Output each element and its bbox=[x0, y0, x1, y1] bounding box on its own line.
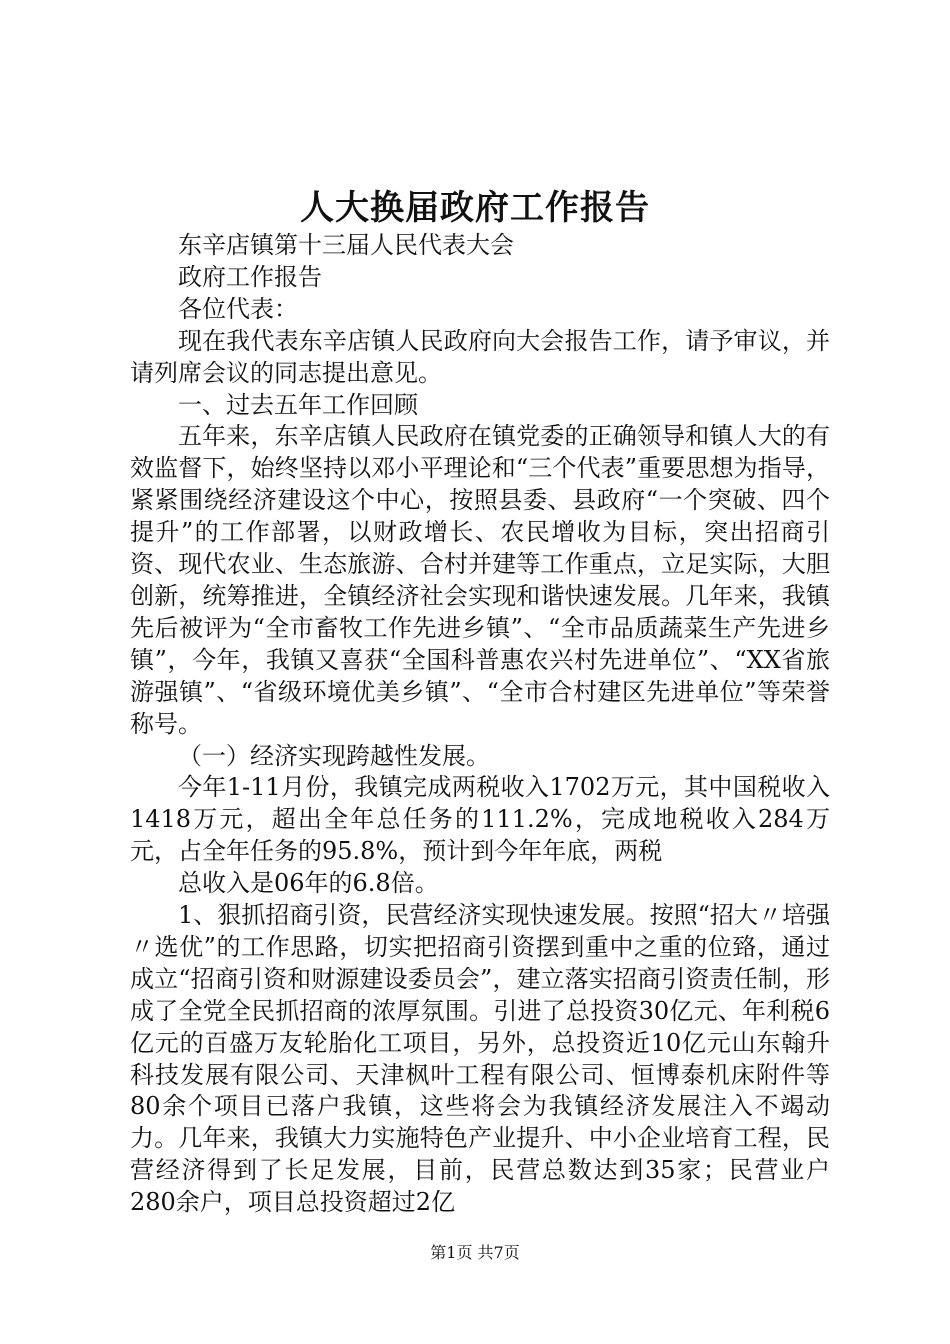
paragraph-tax-total: 总收入是06年的6.8倍。 bbox=[178, 869, 439, 898]
subsection-heading-economy: （一）经济实现跨越性发展。 bbox=[178, 741, 490, 770]
paragraph-salutation: 各位代表： bbox=[178, 294, 298, 323]
document-body bbox=[130, 230, 830, 1219]
section-heading-review: 一、过去五年工作回顾 bbox=[178, 390, 418, 419]
paragraph-investment: 1、狠抓招商引资，民营经济实现快速发展。按照“招大〃培强〃选优”的工作思路，切实把招商引资摆到重中之重的位臵，通过成立“招商引资和财源建设委员会”，建立落实招商引资责任制，形成了全党全民抓招商的浓厚氛围。引进了总投资30亿元、年利税6亿元的百盛万友轮胎化工项目，另外，总投资近10亿元山东翰升科技发展有限公司、天津枫叶工程有限公司、恒博泰机床附件等80余个项目已落户我镇，这些将会为我镇经济发展注入不竭动力。几年来，我镇大力实施特色产业提升、中小企业培育工程，民营经济得到了长足发展，目前，民营总数达到35家；民营业户280余户，项目总投资超过2亿 bbox=[130, 901, 830, 1217]
paragraph-congress-name: 东辛店镇第十三届人民代表大会 bbox=[178, 231, 514, 259]
page-number-footer: 第1页 共7页 bbox=[430, 1243, 520, 1262]
paragraph-report-name: 政府工作报告 bbox=[178, 262, 322, 291]
paragraph-five-year-summary: 五年来，东辛店镇人民政府在镇党委的正确领导和镇人大的有效监督下，始终坚持以邓小平理论和“三个代表”重要思想为指导，紧紧围绕经济建设这个中心，按照县委、县政府“一个突破、四个提升”的工作部署，以财政增长、农民增收为目标，突出招商引资、现代农业、生态旅游、合村并建等工作重点，立足实际，大胆创新，统筹推进，全镇经济社会实现和谐快速发展。几年来，我镇先后被评为“全市畜牧工作先进乡镇”、“全市品质蔬菜生产先进乡镇”，今年，我镇又喜获“全国科普惠农兴村先进单位”、“XX省旅游强镇”、“省级环境优美乡镇”、“全市合村建区先进单位”等荣誉称号。 bbox=[130, 422, 830, 738]
document-title: 人大换届政府工作报告 bbox=[300, 188, 650, 228]
paragraph-opening: 现在我代表东辛店镇人民政府向大会报告工作，请予审议，并请列席会议的同志提出意见。 bbox=[130, 326, 830, 387]
paragraph-tax-revenue: 今年1-11月份，我镇完成两税收入1702万元，其中国税收入1418万元，超出全年总任务的111.2%，完成地税收入284万元，占全年任务的95.8%，预计到今年年底，两税 bbox=[130, 773, 830, 866]
